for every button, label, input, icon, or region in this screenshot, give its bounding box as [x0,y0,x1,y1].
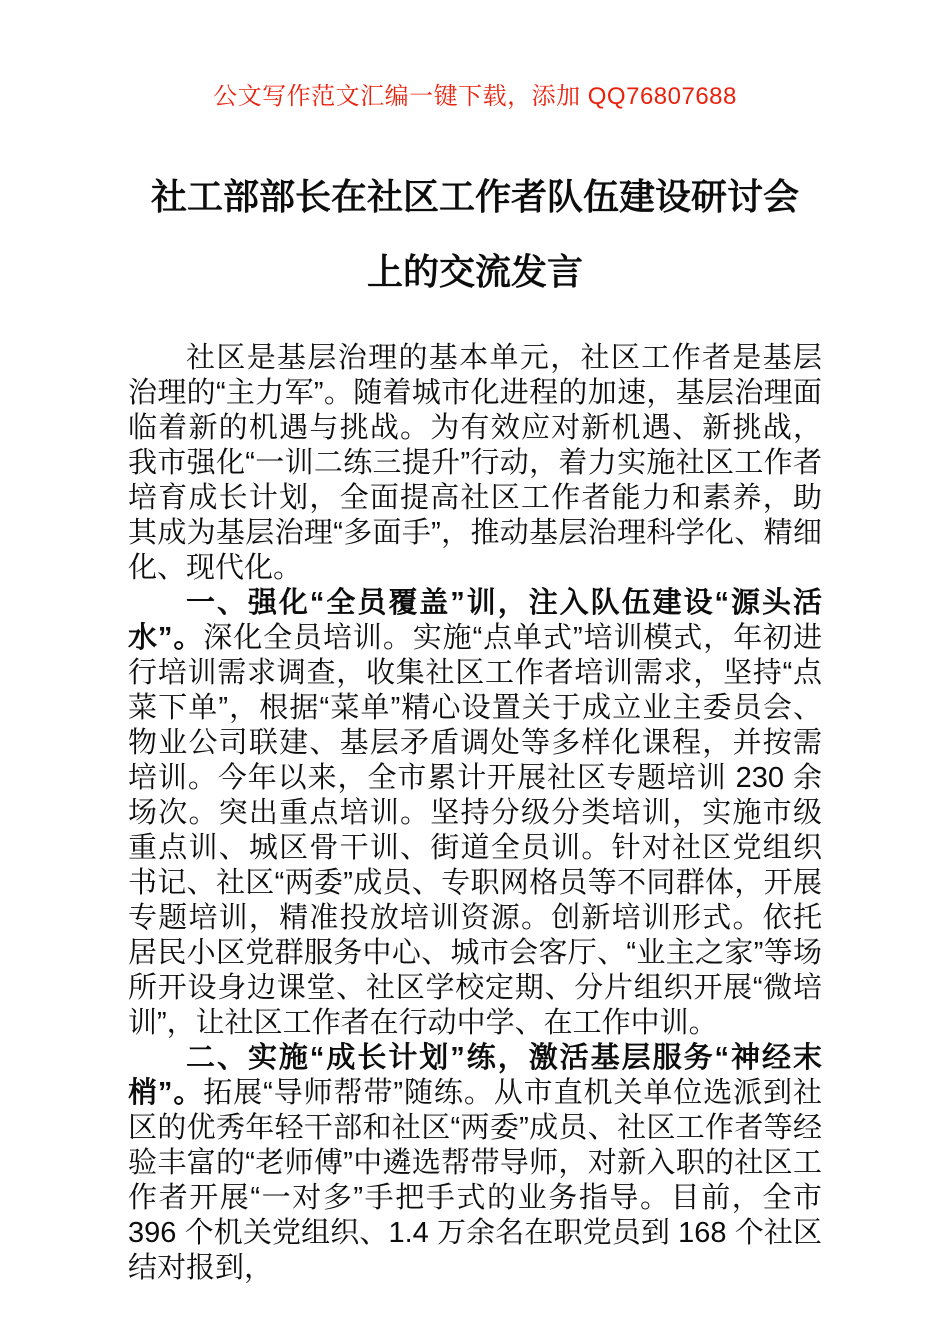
document-title [0,159,950,309]
paragraph-section-2 [128,1041,822,1286]
paragraph-section-2-text: 拓展“导师帮带”随练。从市直机关单位选派到社区的优秀年轻干部和社区“两委”成员、社区工作者等经验丰富的“老师傅”中遴选帮带导师，对新入职的社区工作者开展“一对多”手把手式的业务指导。目前，全市 396 个机关党组织、1.4 万余名在职党员到 168 个社区结对报到， [128,1077,822,1284]
promo-banner: 公文写作范文汇编一键下载，添加 QQ76807688 [213,83,737,110]
paragraph-section-1 [128,586,822,1041]
paragraph-intro [128,341,822,586]
paragraph-section-1-text: 深化全员培训。实施“点单式”培训模式，年初进行培训需求调查，收集社区工作者培训需求，坚持“点菜下单”，根据“菜单”精心设置关于成立业主委员会、物业公司联建、基层矛盾调处等多样化课程，并按需培训。今年以来，全市累计开展社区专题培训 230 余场次。突出重点培训。坚持分级分类培训，实施市级重点训、城区骨干训、街道全员训。针对社区党组织书记、社区“两委”成员、专职网格员等不同群体，开展专题培训，精准投放培训资源。创新培训形式。依托居民小区党群服务中心、城市会客厅、“业主之家”等场所开设身边课堂、社区学校定期、分片组织开展“微培训”，让社区工作者在行动中学、在工作中训。 [128,622,822,1039]
paragraph-section-2-lead: 二、实施“成长计划”练，激活基层服务“神经末梢”。 [128,1042,822,1109]
title-line-2: 上的交流发言 [366,251,583,292]
paragraph-intro-text: 社区是基层治理的基本单元，社区工作者是基层治理的“主力军”。随着城市化进程的加速，基层治理面临着新的机遇与挑战。为有效应对新机遇、新挑战，我市强化“一训二练三提升”行动，着力实施社区工作者培育成长计划，全面提高社区工作者能力和素养，助其成为基层治理“多面手”，推动基层治理科学化、精细化、现代化。 [128,342,822,584]
document-body [128,341,822,1286]
paragraph-section-1-lead: 一、强化“全员覆盖”训，注入队伍建设“源头活水”。 [128,587,822,654]
title-line-1: 社工部部长在社区工作者队伍建设研讨会 [150,176,799,217]
